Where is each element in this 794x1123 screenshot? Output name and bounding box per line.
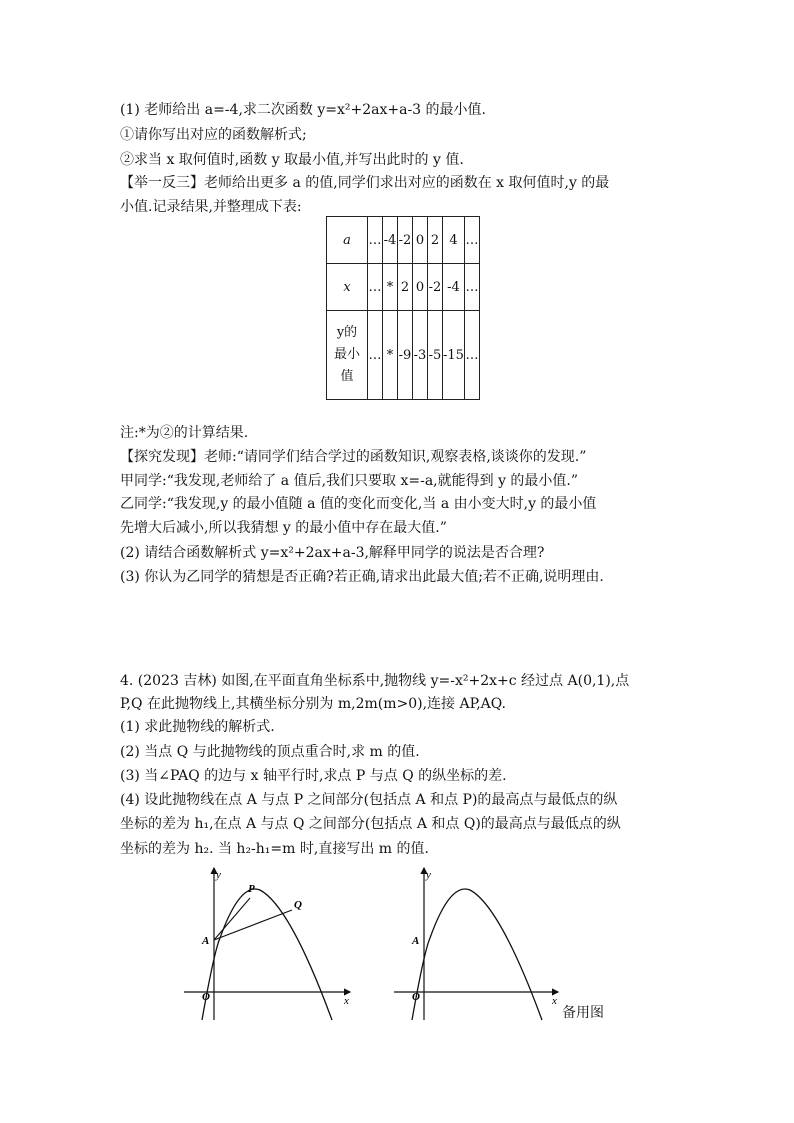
table-cell: … [464, 217, 479, 264]
label-y: y [216, 869, 221, 881]
backup-figure-caption: 备用图 [562, 1005, 604, 1021]
q3-part1-line: (1) 老师给出 a=-4,求二次函数 y=x²+2ax+a-3 的最小值. [120, 102, 486, 118]
label-o: O [412, 991, 420, 1003]
table-cell: -2 [398, 217, 413, 264]
table-cell: … [464, 264, 479, 311]
table-cell: -5 [428, 311, 443, 400]
label-q: Q [294, 899, 302, 911]
table-row [327, 311, 480, 400]
table-cell: 4 [443, 217, 465, 264]
table-cell: -9 [398, 311, 413, 400]
q3-extension-line: 【举一反三】老师给出更多 a 的值,同学们求出对应的函数在 x 取何值时,y 的最 [120, 175, 610, 191]
table-cell: … [464, 311, 479, 400]
q4-subq-4: (4) 设此抛物线在点 A 与点 P 之间部分(包括点 A 和点 P)的最高点与最低点的纵 [120, 792, 618, 808]
segment-ap [214, 898, 250, 940]
table-cell: * [383, 311, 398, 400]
explore-line: 【探究发现】老师:“请同学们结合学过的函数知识,观察表格,谈谈你的发现.” [120, 449, 587, 465]
label-a: A [412, 935, 420, 947]
q3-subq-2-text: (2) 请结合函数解析式 y=x²+2ax+a-3,解释甲同学的说法是否合理? [120, 545, 545, 561]
table-cell: 2 [428, 217, 443, 264]
table-cell: … [368, 264, 383, 311]
q3-extension-line-2: 小值.记录结果,并整理成下表: [120, 199, 302, 215]
table-cell: -4 [443, 264, 465, 311]
table-cell: 0 [413, 264, 428, 311]
table-cell: 2 [398, 264, 413, 311]
table-cell: -2 [428, 264, 443, 311]
q4-stem-2: P,Q 在此抛物线上,其横坐标分别为 m,2m(m>0),连接 AP,AQ. [120, 696, 506, 712]
parabola-curve [202, 889, 332, 1020]
q3-subq-1: ①请你写出对应的函数解析式; [120, 127, 307, 143]
q4-subq-3: (3) 当∠PAQ 的边与 x 轴平行时,求点 P 与点 Q 的纵坐标的差. [120, 768, 507, 784]
figure-1-parabola [180, 862, 360, 1022]
table-cell: -3 [413, 311, 428, 400]
student-a-line: 甲同学:“我发现,老师给了 a 值后,我们只要取 x=-a,就能得到 y 的最小值.” [120, 473, 579, 489]
q4-subq-1: (1) 求此抛物线的解析式. [120, 719, 275, 735]
label-a: A [202, 935, 210, 947]
figure-2-backup [390, 862, 570, 1022]
table-cell: -15 [443, 311, 465, 400]
student-b-line-2: 先增大后减小,所以我猜想 y 的最小值中存在最大值.” [120, 520, 447, 536]
q4-subq-2: (2) 当点 Q 与此抛物线的顶点重合时,求 m 的值. [120, 744, 420, 760]
table-cell: * [383, 264, 398, 311]
table-cell: … [368, 217, 383, 264]
q4-subq-4-line3: 坐标的差为 h₂. 当 h₂-h₁=m 时,直接写出 m 的值. [120, 841, 429, 857]
label-p: P [248, 883, 255, 895]
table-row [327, 217, 480, 264]
table-cell: … [368, 311, 383, 400]
q3-subq-3-text: (3) 你认为乙同学的猜想是否正确?若正确,请求出此最大值;若不正确,说明理由. [120, 569, 604, 585]
parabola-curve [412, 889, 542, 1020]
q4-stem: 4. (2023 吉林) 如图,在平面直角坐标系中,抛物线 y=-x²+2x+c 经过点 A(0,1),点 [120, 673, 630, 689]
table-cell: 0 [413, 217, 428, 264]
student-b-line: 乙同学:“我发现,y 的最小值随 a 值的变化而变化,当 a 由小变大时,y 的最小值 [120, 496, 597, 512]
table-row [327, 264, 480, 311]
table-header-x: x [327, 264, 368, 311]
table-cell: -4 [383, 217, 398, 264]
label-o: O [202, 991, 210, 1003]
table-note: 注:*为②的计算结果. [120, 425, 249, 441]
label-y: y [426, 869, 431, 881]
table-header-a: a [327, 217, 368, 264]
q4-subq-4-line2: 坐标的差为 h₁,在点 A 与点 Q 之间部分(包括点 A 和点 Q)的最高点与最低点的纵 [120, 816, 621, 832]
q3-subq-2: ②求当 x 取何值时,函数 y 取最小值,并写出此时的 y 值. [120, 152, 464, 168]
table-header-ymin: y的最小值 [327, 311, 368, 400]
label-x: x [552, 995, 557, 1007]
value-table [326, 216, 480, 400]
label-x: x [344, 995, 349, 1007]
